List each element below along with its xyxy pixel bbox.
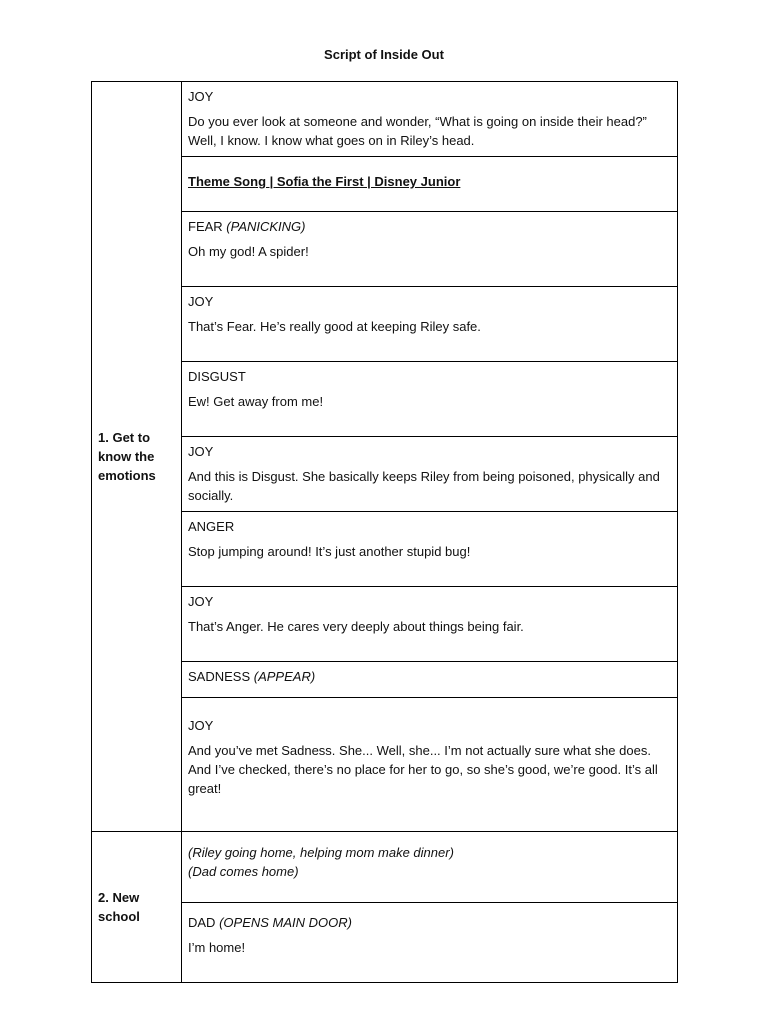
table-row xyxy=(92,832,678,903)
theme-song-link[interactable]: Theme Song | Sofia the First | Disney Junior xyxy=(182,157,678,212)
stage-direction: (Dad comes home) xyxy=(188,864,299,879)
document-title: Script of Inside Out xyxy=(324,47,444,62)
speaker-name: ANGER xyxy=(188,519,235,534)
speaker-name: JOY xyxy=(188,594,214,609)
dialogue-cell xyxy=(182,662,678,698)
speaker-name: JOY xyxy=(188,89,214,104)
dialogue-cell xyxy=(182,287,678,362)
speaker-name: DISGUST xyxy=(188,369,246,384)
speaker-name: FEAR xyxy=(188,219,223,234)
dialogue-text: Ew! Get away from me! xyxy=(188,394,324,409)
speaker-name: DAD xyxy=(188,915,216,930)
stage-direction: (APPEAR) xyxy=(253,669,316,684)
stage-direction-cell xyxy=(182,832,678,903)
speaker-name: JOY xyxy=(188,718,214,733)
dialogue-text: Stop jumping around! It’s just another stupid bug! xyxy=(188,544,471,559)
stage-direction: (OPENS MAIN DOOR) xyxy=(219,915,352,930)
dialogue-cell xyxy=(182,212,678,287)
section-label: 1. Get to know the emotions xyxy=(92,82,182,832)
dialogue-cell xyxy=(182,587,678,662)
dialogue-text: That’s Fear. He’s really good at keeping Riley safe. xyxy=(188,319,481,334)
dialogue-text: Oh my god! A spider! xyxy=(188,244,309,259)
stage-direction: (PANICKING) xyxy=(226,219,306,234)
dialogue-text: Do you ever look at someone and wonder, “What is going on inside their head?” Well, I know. I know what goes on in Riley’s head. xyxy=(188,114,647,148)
dialogue-text: That’s Anger. He cares very deeply about things being fair. xyxy=(188,619,524,634)
dialogue-cell xyxy=(182,82,678,157)
dialogue-cell xyxy=(182,512,678,587)
dialogue-cell xyxy=(182,698,678,832)
dialogue-cell xyxy=(182,362,678,437)
script-table xyxy=(91,81,678,983)
dialogue-cell xyxy=(182,437,678,512)
speaker-name: JOY xyxy=(188,444,214,459)
dialogue-text: I’m home! xyxy=(188,940,246,955)
speaker-name: SADNESS xyxy=(188,669,251,684)
dialogue-text: And this is Disgust. She basically keeps Riley from being poisoned, physically and socially. xyxy=(188,469,660,503)
section-label: 2. New school xyxy=(92,832,182,983)
dialogue-cell xyxy=(182,903,678,983)
speaker-name: JOY xyxy=(188,294,214,309)
dialogue-text: And you’ve met Sadness. She... Well, she... I’m not actually sure what she does. And I’ve checked, there’s no place for her to go, so she’s good, we’re good. It’s all great! xyxy=(188,743,658,796)
stage-direction: (Riley going home, helping mom make dinner) xyxy=(188,845,454,860)
table-row xyxy=(92,82,678,157)
